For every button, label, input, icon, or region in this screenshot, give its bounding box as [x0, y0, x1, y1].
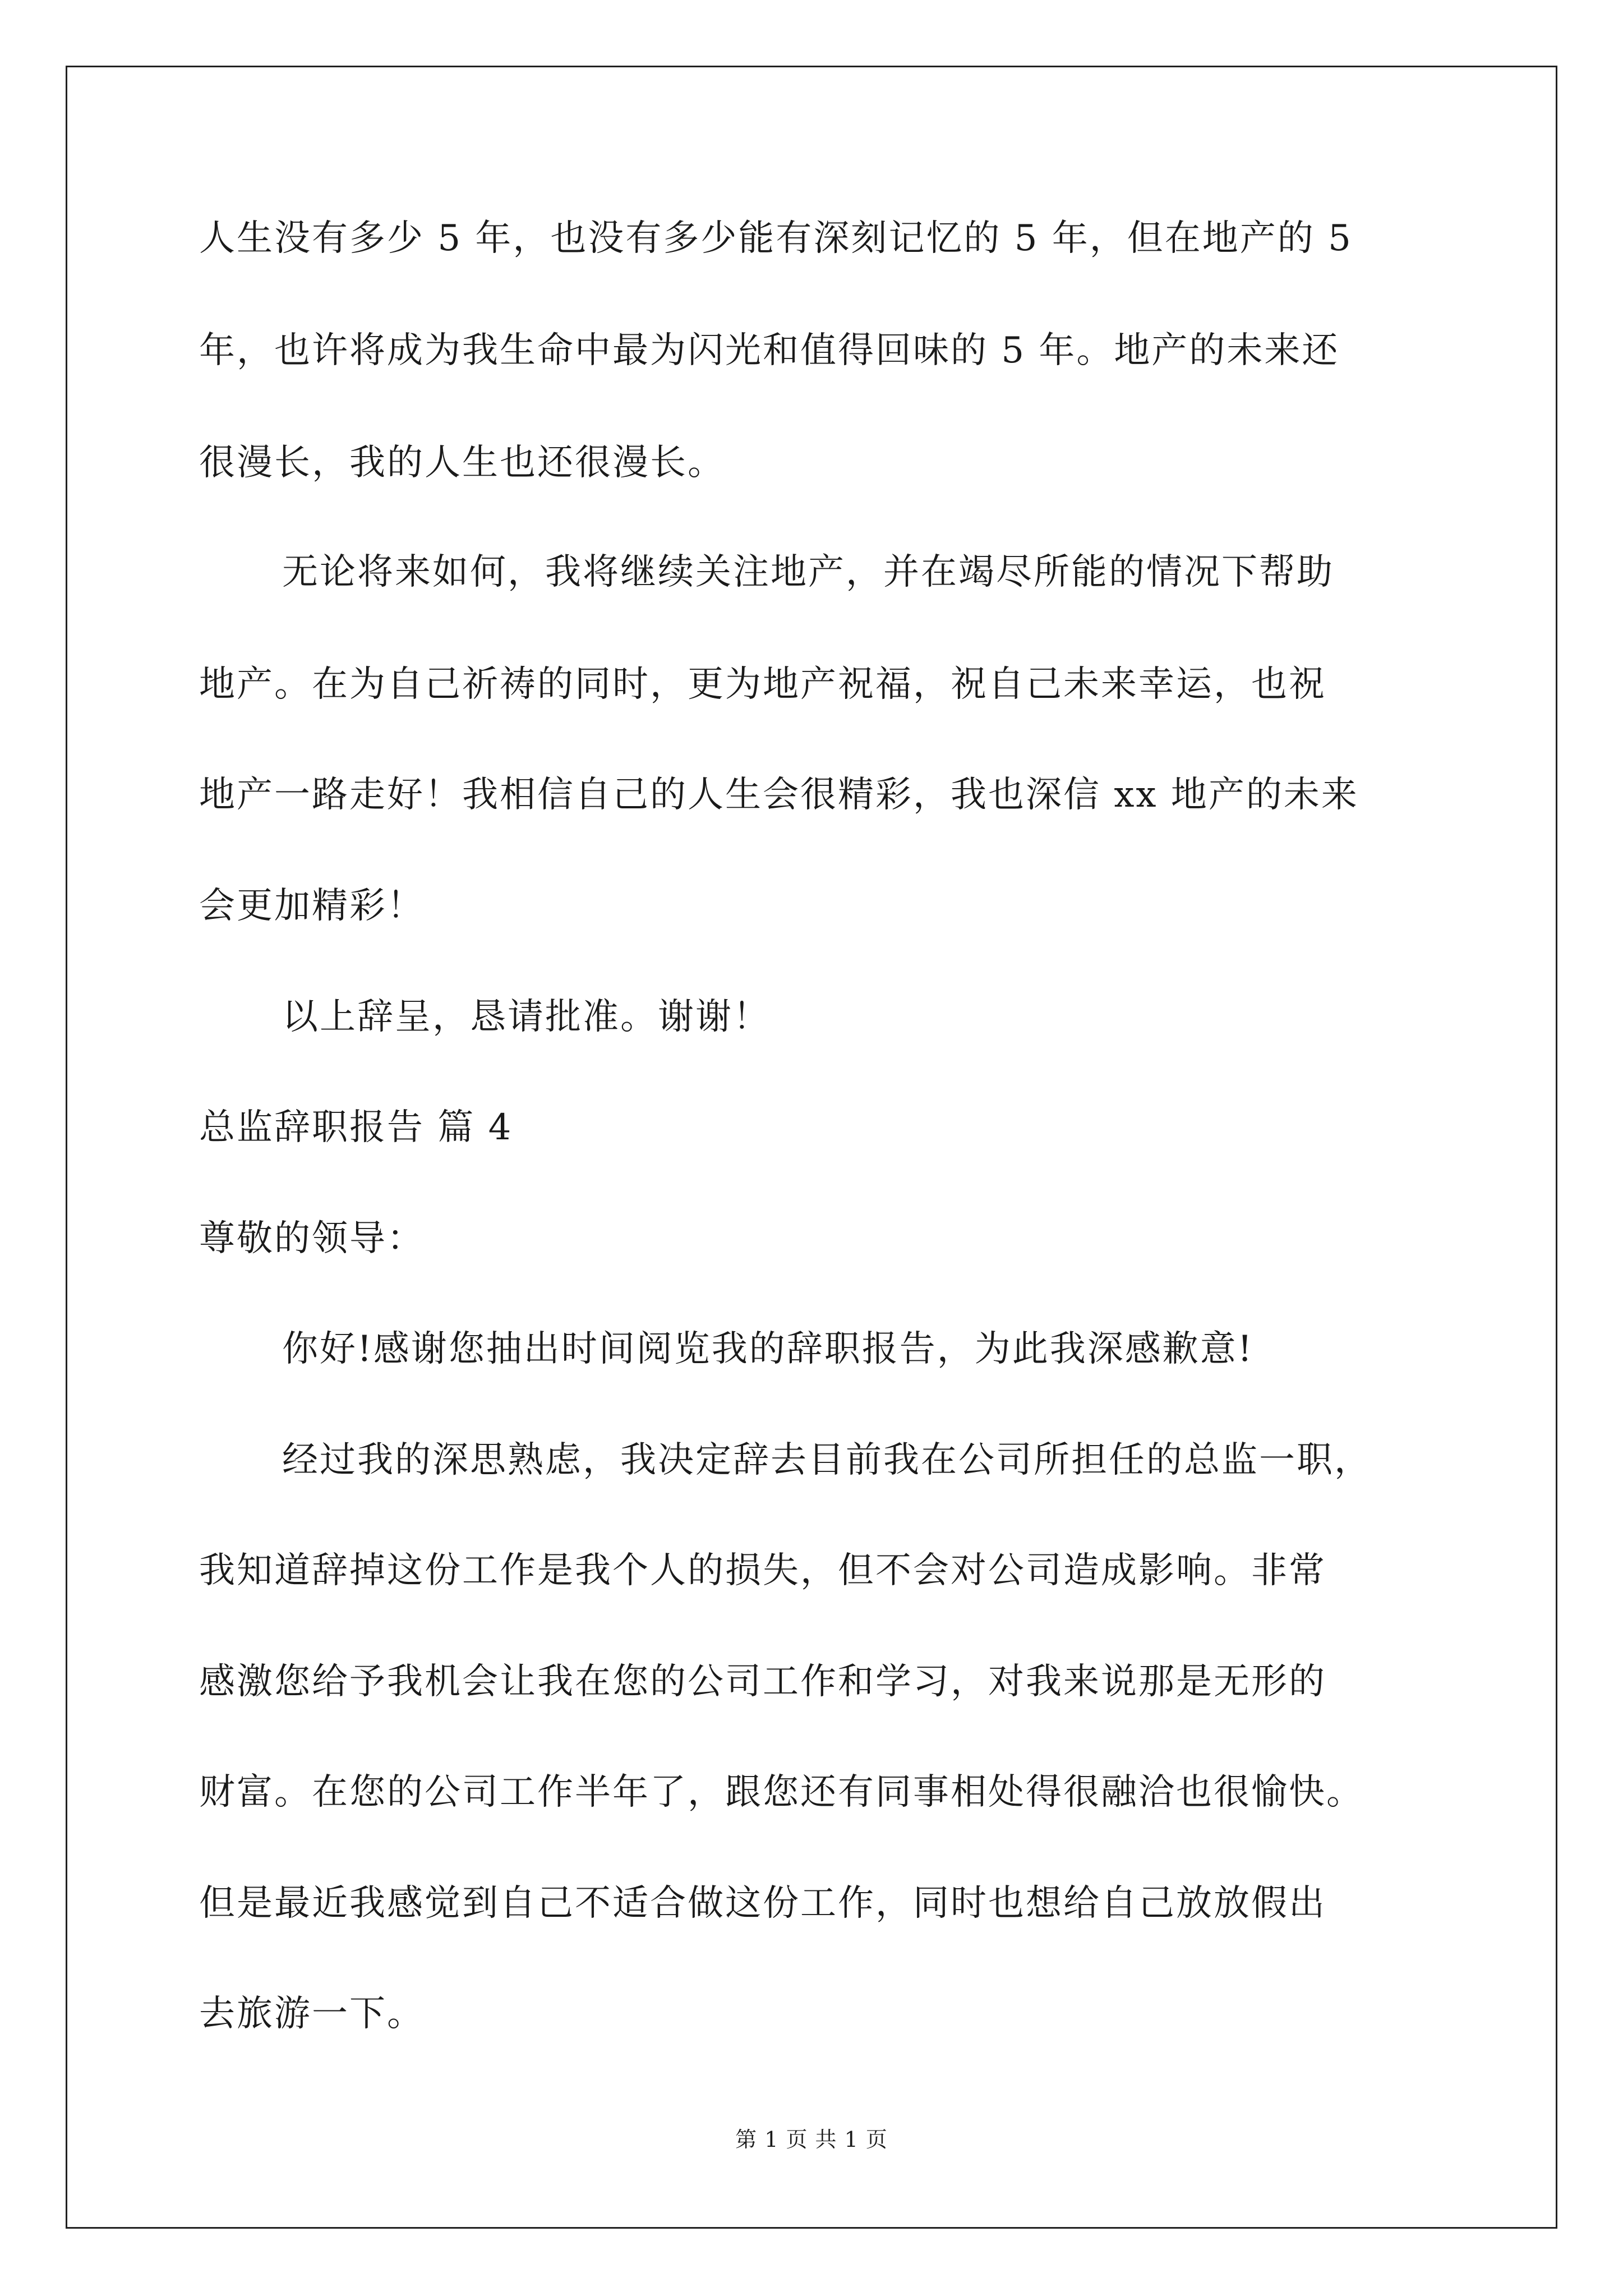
paragraph-start: 经过我的深思熟虑，我决定辞去目前我在公司所担任的总监一职，	[282, 1439, 1372, 1481]
text-line: 去旅游一下。	[199, 1993, 425, 2035]
paragraph-start: 以上辞呈，恳请批准。谢谢！	[282, 996, 771, 1038]
page-number-footer: 第 1 页 共 1 页	[735, 2127, 888, 2152]
text-line: 很漫长，我的人生也还很漫长。	[199, 442, 725, 484]
text-line: 人生没有多少 5 年，也没有多少能有深刻记忆的 5 年，但在地产的 5	[199, 218, 1353, 259]
text-line: 会更加精彩！	[199, 885, 425, 927]
text-line: 我知道辞掉这份工作是我个人的损失，但不会对公司造成影响。非常	[199, 1550, 1326, 1591]
text-line: 年，也许将成为我生命中最为闪光和值得回味的 5 年。地产的未来还	[199, 330, 1340, 371]
salutation: 尊敬的领导：	[199, 1218, 425, 1259]
paragraph-start: 无论将来如何，我将继续关注地产，并在竭尽所能的情况下帮助	[282, 551, 1334, 593]
text-line: 财富。在您的公司工作半年了，跟您还有同事相处得很融洽也很愉快。	[199, 1772, 1364, 1813]
text-line: 地产。在为自己祈祷的同时，更为地产祝福，祝自己未来幸运，也祝	[199, 664, 1326, 705]
text-line: 地产一路走好！我相信自己的人生会很精彩，我也深信 xx 地产的未来	[199, 774, 1359, 816]
section-heading: 总监辞职报告 篇 4	[199, 1107, 513, 1148]
paragraph-start: 你好!感谢您抽出时间阅览我的辞职报告，为此我深感歉意!	[282, 1328, 1254, 1370]
text-line: 但是最近我感觉到自己不适合做这份工作，同时也想给自己放放假出	[199, 1883, 1326, 1924]
text-line: 感激您给予我机会让我在您的公司工作和学习，对我来说那是无形的	[199, 1661, 1326, 1703]
